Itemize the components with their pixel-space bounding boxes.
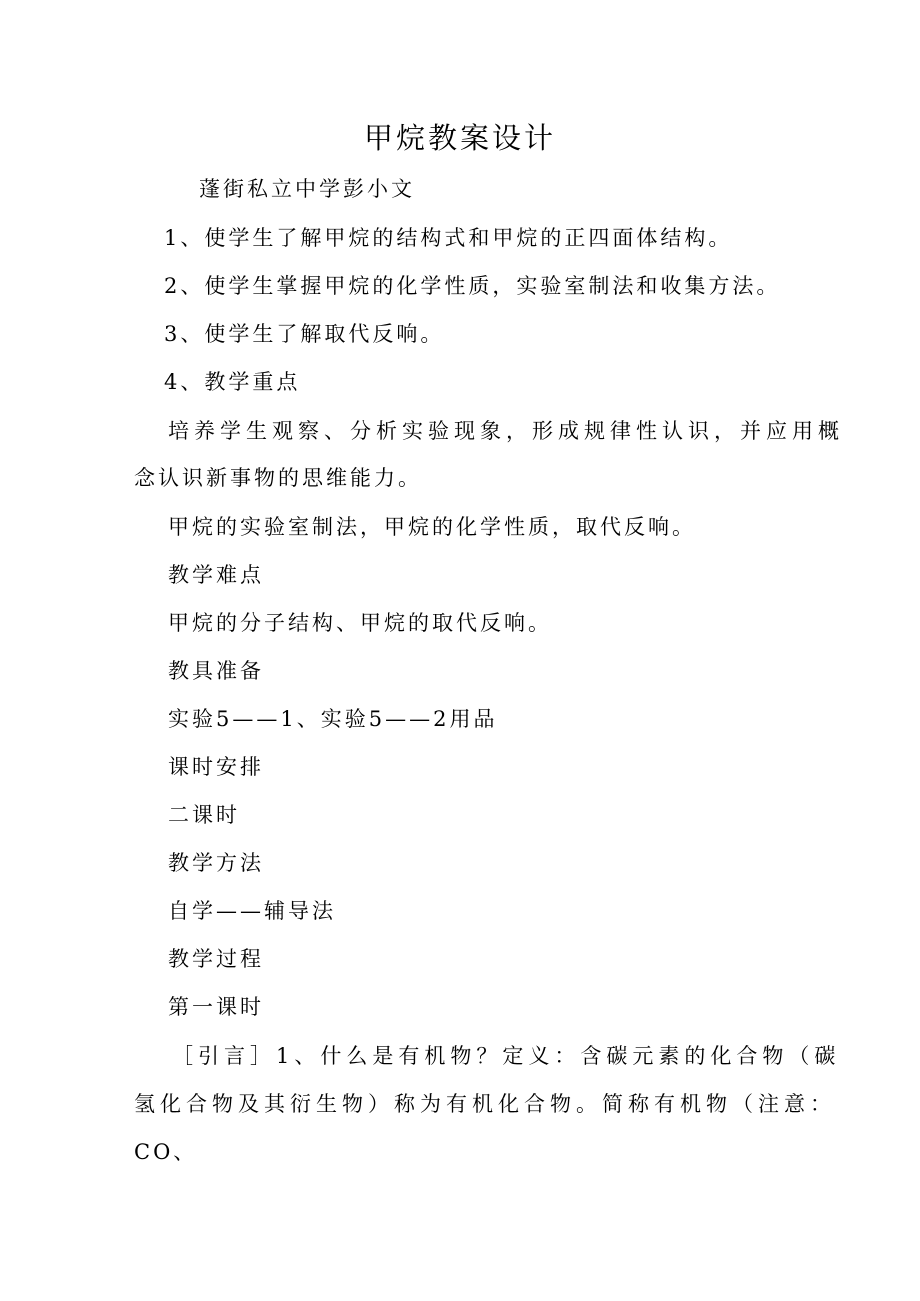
section-heading-materials: 教具准备 xyxy=(168,659,264,683)
section-heading-process: 教学过程 xyxy=(168,947,264,971)
paragraph-line: 培养学生观察、分析实验现象，形成规律性认识，并应用概 xyxy=(168,419,844,443)
document-title: 甲烷教案设计 xyxy=(363,121,556,155)
paragraph-line: CO、 xyxy=(134,1140,198,1164)
objective-1: 1、使学生了解甲烷的结构式和甲烷的正四面体结构。 xyxy=(164,226,733,250)
paragraph-line: 自学——辅导法 xyxy=(168,899,336,923)
paragraph-line: 第一课时 xyxy=(168,995,264,1019)
paragraph-line: 氢化合物及其衍生物）称为有机化合物。简称有机物（注意： xyxy=(134,1092,836,1116)
section-heading-difficulties: 教学难点 xyxy=(168,563,264,587)
paragraph-line: ［引言］1、什么是有机物？定义：含碳元素的化合物（碳 xyxy=(172,1044,841,1068)
section-heading-methods: 教学方法 xyxy=(168,851,264,875)
section-heading-key-points: 4、教学重点 xyxy=(164,370,301,394)
paragraph-line: 实验5——1、实验5——2用品 xyxy=(168,707,498,731)
paragraph-line: 二课时 xyxy=(168,803,240,827)
paragraph-line: 念认识新事物的思维能力。 xyxy=(134,466,422,490)
objective-3: 3、使学生了解取代反响。 xyxy=(164,322,445,346)
objective-2: 2、使学生掌握甲烷的化学性质，实验室制法和收集方法。 xyxy=(164,274,781,298)
paragraph-line: 甲烷的实验室制法，甲烷的化学性质，取代反响。 xyxy=(168,515,696,539)
author-line: 蓬街私立中学彭小文 xyxy=(199,177,415,201)
paragraph-line: 甲烷的分子结构、甲烷的取代反响。 xyxy=(168,611,552,635)
section-heading-schedule: 课时安排 xyxy=(168,755,264,779)
